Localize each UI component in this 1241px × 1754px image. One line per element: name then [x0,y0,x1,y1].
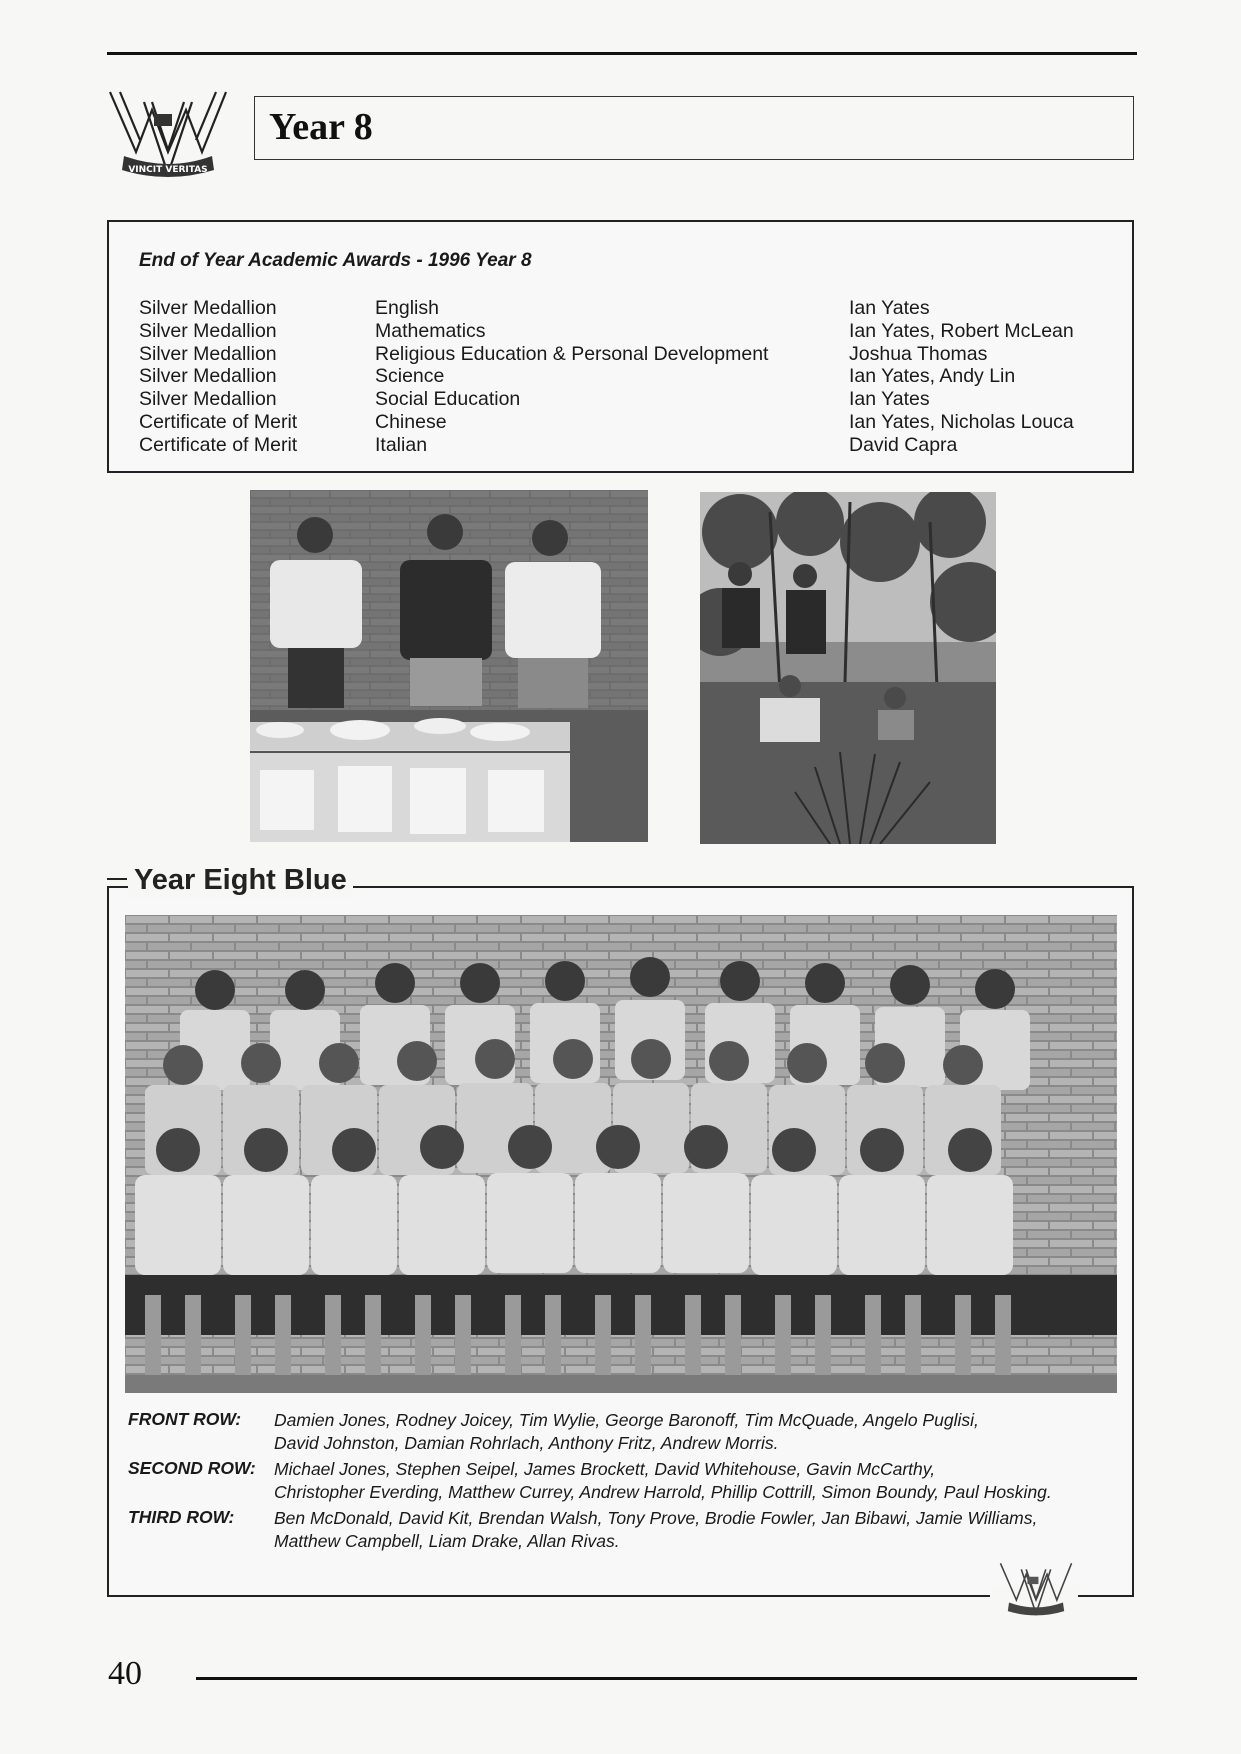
award-recipients: Ian Yates, Andy Lin [849,365,1016,388]
caption-row-label: THIRD ROW: [128,1507,235,1527]
bush-walk-photo [700,492,996,844]
school-crest-icon [998,1560,1074,1618]
award-row [139,388,1119,411]
award-recipients: Ian Yates, Robert McLean [849,319,1074,342]
award-type: Silver Medallion [139,365,277,388]
bush-walk-photo-icon [700,492,996,844]
award-recipients: Ian Yates, Nicholas Louca [849,410,1074,433]
award-type: Certificate of Merit [139,433,298,456]
school-crest-logo [106,88,230,180]
class-group-photo-icon [125,915,1117,1393]
bottom-rule [196,1677,1137,1680]
caption-names: Damien Jones, Rodney Joicey, Tim Wylie, George Baronoff, Tim McQuade, Angelo Puglisi, [274,1410,979,1430]
award-subject: Social Education [375,388,521,411]
awards-table [139,297,1119,457]
caption-names: Michael Jones, Stephen Seipel, James Brockett, David Whitehouse, Gavin McCarthy, [274,1459,936,1479]
award-row [139,297,1119,320]
award-subject: Italian [375,433,428,456]
award-recipients: Joshua Thomas [849,342,988,365]
award-row [139,365,1119,388]
award-type: Silver Medallion [139,297,277,319]
cake-stall-photo-icon [250,490,648,842]
heading-rule [107,878,127,880]
class-group-photo [125,915,1117,1393]
award-row [139,411,1119,434]
caption-row-label: FRONT ROW: [128,1409,242,1429]
award-row [139,434,1119,457]
cake-stall-photo [250,490,648,842]
award-type: Silver Medallion [139,342,277,365]
caption-names: Christopher Everding, Matthew Currey, Andrew Harrold, Phillip Cottrill, Simon Boundy, Paul Hosking. [274,1482,1052,1502]
top-rule [107,52,1137,55]
award-subject: Religious Education & Personal Development [375,342,769,365]
caption-names: David Johnston, Damian Rohrlach, Anthony Fritz, Andrew Morris. [274,1433,779,1453]
award-row [139,320,1119,343]
award-subject: Science [375,365,445,388]
award-type: Silver Medallion [139,388,277,411]
logo-motto: VINCIT VERITAS [128,165,208,175]
caption-row [128,1507,1128,1553]
awards-panel [107,220,1134,473]
caption-row-label: SECOND ROW: [128,1458,256,1478]
group-heading: Year Eight Blue [128,862,353,898]
award-recipients: Ian Yates [849,388,930,411]
caption-row [128,1409,1128,1455]
award-subject: English [375,297,439,319]
heading-rule [382,886,1134,888]
page-title-box [254,96,1134,160]
group-captions [128,1409,1128,1556]
award-recipients: David Capra [849,433,958,456]
award-type: Certificate of Merit [139,410,298,433]
caption-names: Ben McDonald, David Kit, Brendan Walsh, Tony Prove, Brodie Fowler, Jan Bibawi, Jamie Williams, [274,1508,1038,1528]
award-recipients: Ian Yates [849,297,930,319]
award-subject: Mathematics [375,319,486,342]
award-subject: Chinese [375,410,447,433]
award-type: Silver Medallion [139,319,277,342]
caption-row [128,1458,1128,1504]
awards-heading: End of Year Academic Awards - 1996 Year 8 [139,250,532,271]
page-title: Year 8 [269,106,373,148]
school-crest-logo-small [998,1560,1074,1618]
caption-names: Matthew Campbell, Liam Drake, Allan Rivas. [274,1531,620,1551]
school-crest-icon [106,88,230,180]
award-row [139,343,1119,366]
page-number: 40 [108,1655,142,1692]
